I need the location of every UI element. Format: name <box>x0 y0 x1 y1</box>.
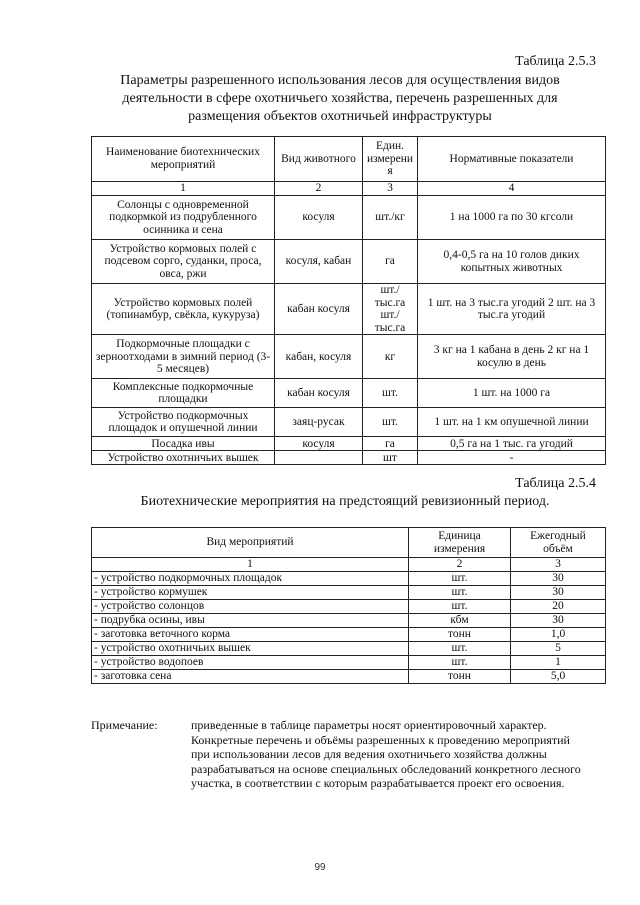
table1-cell-name: Устройство кормовых полей (топинамбур, свёкла, кукуруза) <box>92 284 275 335</box>
table1-cell-name: Устройство охотничьих вышек <box>92 451 275 465</box>
table2-header-cell: Единица измерения <box>409 528 511 558</box>
table1-cell-norm: 0,4-0,5 га на 10 голов диких копытных животных <box>418 240 606 284</box>
table1-cell-name: Устройство подкормочных площадок и опушечной линии <box>92 408 275 437</box>
table1-cell-unit: шт <box>363 451 418 465</box>
table2-row <box>92 572 606 586</box>
table2-header-cell: Ежегодный объём <box>511 528 606 558</box>
table1-cell-name: Устройство кормовых полей с подсевом сорго, суданки, проса, овса, ржи <box>92 240 275 284</box>
table2-cell-unit: тонн <box>409 628 511 642</box>
table2-cell-volume: 5,0 <box>511 670 606 684</box>
table1-colnum-cell: 4 <box>418 182 606 196</box>
table1-colnum-cell: 3 <box>363 182 418 196</box>
table1-cell-animal: косуля <box>275 437 363 451</box>
table2-header-cell: Вид мероприятий <box>92 528 409 558</box>
table2-cell-volume: 20 <box>511 600 606 614</box>
table2-cell-unit: шт. <box>409 586 511 600</box>
table1-cell-norm: 0,5 га на 1 тыс. га угодий <box>418 437 606 451</box>
table2-cell-unit: тонн <box>409 670 511 684</box>
table1 <box>91 136 606 465</box>
table1-cell-name: Подкормочные площадки с зерноотходами в зимний период (3-5 месяцев) <box>92 335 275 379</box>
table1-cell-norm: - <box>418 451 606 465</box>
table2-cell-unit: шт. <box>409 656 511 670</box>
table1-row <box>92 451 606 465</box>
table1-cell-animal: кабан косуля <box>275 284 363 335</box>
table1-row <box>92 379 606 408</box>
table1-cell-name: Посадка ивы <box>92 437 275 451</box>
table1-cell-norm: 1 на 1000 га по 30 кгсоли <box>418 196 606 240</box>
table1-cell-unit: шт. <box>363 379 418 408</box>
table1-row <box>92 408 606 437</box>
table2-row <box>92 670 606 684</box>
table1-row <box>92 284 606 335</box>
note-text: приведенные в таблице параметры носят ориентировочный характер. Конкретные перечень и объёмы разрешенных к проведению мероприятий при использовании лесов для ведения охотничьего хозяйства должны разрабатываться на основе специальных обследований конкретного лесного участка, в соответствии с которым разрабатывается проект его освоения. <box>191 718 581 790</box>
table2-row <box>92 628 606 642</box>
table1-cell-unit: шт./тыс.га шт./тыс.га <box>363 284 418 335</box>
table2-cell-unit: шт. <box>409 572 511 586</box>
table2-row <box>92 586 606 600</box>
table2-cell-unit: кбм <box>409 614 511 628</box>
page-number: 99 <box>314 862 326 873</box>
table1-cell-norm: 1 шт. на 3 тыс.га угодий 2 шт. на 3 тыс.га угодий <box>418 284 606 335</box>
table1-cell-name: Комплексные подкормочные площадки <box>92 379 275 408</box>
table1-colnum-cell: 2 <box>275 182 363 196</box>
table1-cell-norm: 3 кг на 1 кабана в день 2 кг на 1 косулю в день <box>418 335 606 379</box>
table2-colnum-cell: 1 <box>92 558 409 572</box>
table1-cell-unit: кг <box>363 335 418 379</box>
table1-row <box>92 335 606 379</box>
table1-header-cell: Наименование биотехнических мероприятий <box>92 137 275 182</box>
table2-cell-name: - подрубка осины, ивы <box>92 614 409 628</box>
table1-cell-animal: косуля, кабан <box>275 240 363 284</box>
table2-cell-unit: шт. <box>409 642 511 656</box>
table2 <box>91 527 606 684</box>
table2-caption: Биотехнические мероприятия на предстоящий ревизионный период. <box>140 494 550 509</box>
table2-cell-name: - устройство водопоев <box>92 656 409 670</box>
table2-cell-volume: 30 <box>511 614 606 628</box>
table1-cell-name: Солонцы с одновременной подкормкой из подрубленного осинника и сена <box>92 196 275 240</box>
table2-row <box>92 614 606 628</box>
table1-cell-animal: кабан, косуля <box>275 335 363 379</box>
table2-cell-name: - заготовка сена <box>92 670 409 684</box>
table2-cell-unit: шт. <box>409 600 511 614</box>
note-label: Примечание: <box>91 718 158 732</box>
table1-cell-animal: кабан косуля <box>275 379 363 408</box>
table1-cell-animal: заяц-русак <box>275 408 363 437</box>
table1-cell-unit: га <box>363 240 418 284</box>
table2-cell-name: - устройство подкормочных площадок <box>92 572 409 586</box>
table1-caption: Параметры разрешенного использования лесов для осуществления видов деятельности в сфере охотничьего хозяйства, перечень разрешенных для размещения объектов охотничьей инфраструктуры <box>120 73 560 124</box>
table1-header-cell: Вид животного <box>275 137 363 182</box>
table1-cell-norm: 1 шт. на 1000 га <box>418 379 606 408</box>
table2-cell-volume: 5 <box>511 642 606 656</box>
table2-cell-name: - заготовка веточного корма <box>92 628 409 642</box>
table1-header-cell: Нормативные показатели <box>418 137 606 182</box>
table1-number: Таблица 2.5.3 <box>515 54 596 69</box>
table2-cell-name: - устройство кормушек <box>92 586 409 600</box>
table1-colnum-cell: 1 <box>92 182 275 196</box>
table1-cell-norm: 1 шт. на 1 км опушечной линии <box>418 408 606 437</box>
table1-row <box>92 196 606 240</box>
table1-cell-unit: шт./кг <box>363 196 418 240</box>
table2-colnum-cell: 2 <box>409 558 511 572</box>
table2-row <box>92 656 606 670</box>
table2-cell-volume: 30 <box>511 586 606 600</box>
table1-cell-animal <box>275 451 363 465</box>
table2-cell-name: - устройство солонцов <box>92 600 409 614</box>
table2-cell-volume: 1,0 <box>511 628 606 642</box>
table1-cell-unit: га <box>363 437 418 451</box>
table1-header-cell: Един. измерени я <box>363 137 418 182</box>
table1-cell-animal: косуля <box>275 196 363 240</box>
table2-row <box>92 600 606 614</box>
table1-row <box>92 240 606 284</box>
table1-cell-unit: шт. <box>363 408 418 437</box>
table2-cell-volume: 30 <box>511 572 606 586</box>
table1-row <box>92 437 606 451</box>
table2-cell-volume: 1 <box>511 656 606 670</box>
table2-row <box>92 642 606 656</box>
table2-cell-name: - устройство охотничьих вышек <box>92 642 409 656</box>
table2-colnum-cell: 3 <box>511 558 606 572</box>
table2-number: Таблица 2.5.4 <box>515 476 596 491</box>
